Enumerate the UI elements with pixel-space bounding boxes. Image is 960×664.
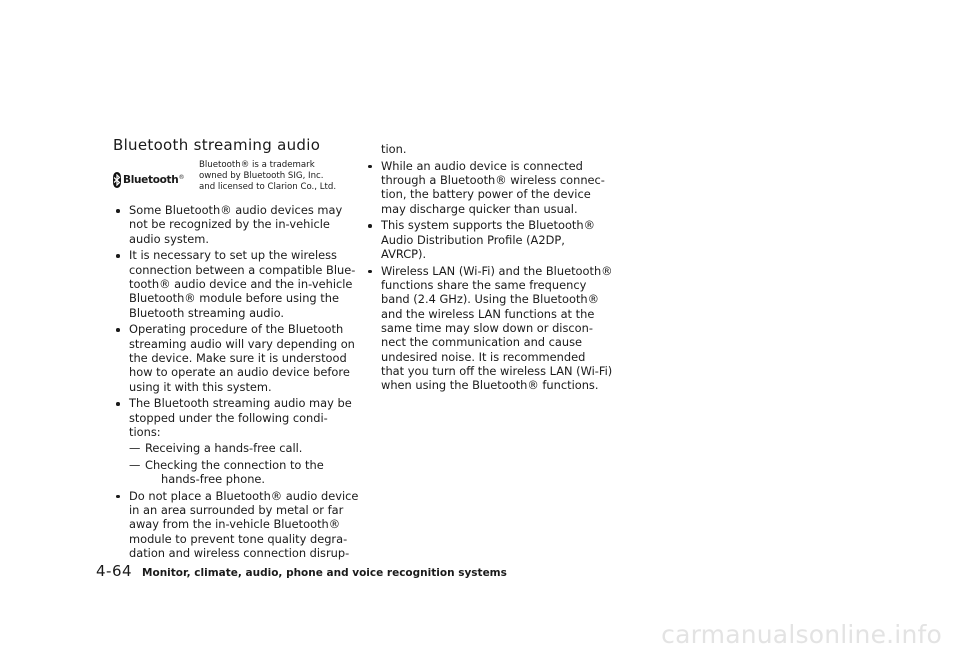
text-line: using it with this system. bbox=[129, 379, 272, 394]
chapter-title: Monitor, climate, audio, phone and voice recognition systems bbox=[142, 567, 507, 579]
continuation-text bbox=[365, 142, 599, 156]
text-line: tions: bbox=[129, 424, 161, 439]
trademark-line: Bluetooth® is a trademark bbox=[199, 160, 315, 170]
text-line: tion. bbox=[381, 142, 407, 156]
text-line: Do not place a Bluetooth® audio device bbox=[129, 488, 359, 503]
dash-marker: — bbox=[129, 441, 141, 456]
text-line: Bluetooth streaming audio. bbox=[129, 305, 285, 320]
text-line: through a Bluetooth® wireless connec- bbox=[381, 173, 605, 188]
dash-marker: — bbox=[129, 457, 141, 472]
text-line: tion, the battery power of the device bbox=[381, 187, 591, 202]
text-line: Audio Distribution Profile (A2DP, bbox=[381, 232, 565, 247]
bluetooth-logo bbox=[113, 171, 185, 189]
text-line: band (2.4 GHz). Using the Bluetooth® bbox=[381, 292, 600, 307]
text-line: stopped under the following condi- bbox=[129, 410, 328, 425]
left-column bbox=[113, 203, 359, 563]
text-line: Checking the connection to the bbox=[145, 457, 324, 472]
text-line: undesired noise. It is recommended bbox=[381, 349, 586, 364]
text-line: Wireless LAN (Wi-Fi) and the Bluetooth® bbox=[381, 263, 613, 278]
bullet-dot bbox=[368, 224, 372, 228]
text-line: may discharge quicker than usual. bbox=[381, 201, 578, 216]
text-line: functions share the same frequency bbox=[381, 278, 587, 293]
trademark-note bbox=[199, 160, 341, 193]
text-line: Bluetooth® module before using the bbox=[129, 291, 339, 306]
bullet-dot bbox=[116, 402, 120, 406]
text-line: Receiving a hands-free call. bbox=[145, 441, 303, 456]
trademark-line: and licensed to Clarion Co., Ltd. bbox=[199, 182, 337, 192]
text-line: dation and wireless connection disrup- bbox=[129, 545, 350, 560]
bullet-item bbox=[113, 203, 349, 246]
trademark-line: owned by Bluetooth SIG, Inc. bbox=[199, 171, 324, 181]
section-title: Bluetooth streaming audio bbox=[113, 136, 321, 154]
text-line: AVRCP). bbox=[381, 247, 427, 262]
right-column bbox=[365, 142, 613, 395]
text-line: Operating procedure of the Bluetooth bbox=[129, 322, 344, 337]
text-line: not be recognized by the in-vehicle bbox=[129, 217, 330, 232]
sub-item bbox=[129, 458, 349, 487]
sub-item bbox=[129, 441, 349, 455]
bullet-item bbox=[365, 263, 613, 393]
text-line: when using the Bluetooth® functions. bbox=[381, 378, 599, 393]
bullet-dot bbox=[116, 209, 120, 213]
bullet-item bbox=[365, 158, 605, 216]
bluetooth-icon bbox=[113, 172, 121, 188]
bullet-item bbox=[365, 218, 599, 261]
text-line: audio system. bbox=[129, 231, 209, 246]
text-line: and the wireless LAN functions at the bbox=[381, 306, 595, 321]
text-line: module to prevent tone quality degra- bbox=[129, 531, 348, 546]
text-line: It is necessary to set up the wireless bbox=[129, 248, 337, 263]
watermark: carmanualsonline.info bbox=[661, 620, 942, 649]
text-line: that you turn off the wireless LAN (Wi-Fi) bbox=[381, 363, 613, 378]
text-line: same time may slow down or discon- bbox=[381, 321, 593, 336]
bullet-item bbox=[113, 396, 352, 486]
page-footer bbox=[96, 562, 507, 580]
bullet-dot bbox=[116, 495, 120, 499]
text-line: how to operate an audio device before bbox=[129, 365, 350, 380]
bluetooth-wordmark: Bluetooth® bbox=[123, 174, 185, 186]
page-number: 4-64 bbox=[96, 562, 133, 580]
bullet-item bbox=[113, 488, 359, 560]
text-line: the device. Make sure it is understood bbox=[129, 350, 347, 365]
text-line: streaming audio will vary depending on bbox=[129, 336, 355, 351]
text-line: tooth® audio device and the in-vehicle bbox=[129, 276, 353, 291]
text-line: nect the communication and cause bbox=[381, 335, 583, 350]
text-line: away from the in-vehicle Bluetooth® bbox=[129, 517, 341, 532]
bullet-item bbox=[113, 322, 355, 394]
bullet-dot bbox=[116, 254, 120, 258]
text-line: in an area surrounded by metal or far bbox=[129, 502, 344, 517]
text-line: hands-free phone. bbox=[161, 471, 266, 486]
text-line: While an audio device is connected bbox=[381, 158, 583, 173]
bullet-item bbox=[113, 248, 356, 320]
text-line: This system supports the Bluetooth® bbox=[381, 218, 595, 233]
bullet-dot bbox=[368, 165, 372, 169]
text-line: connection between a compatible Blue- bbox=[129, 262, 356, 277]
text-line: Some Bluetooth® audio devices may bbox=[129, 203, 343, 217]
bullet-dot bbox=[116, 328, 120, 332]
text-line: The Bluetooth streaming audio may be bbox=[129, 396, 352, 411]
bullet-dot bbox=[368, 270, 372, 274]
